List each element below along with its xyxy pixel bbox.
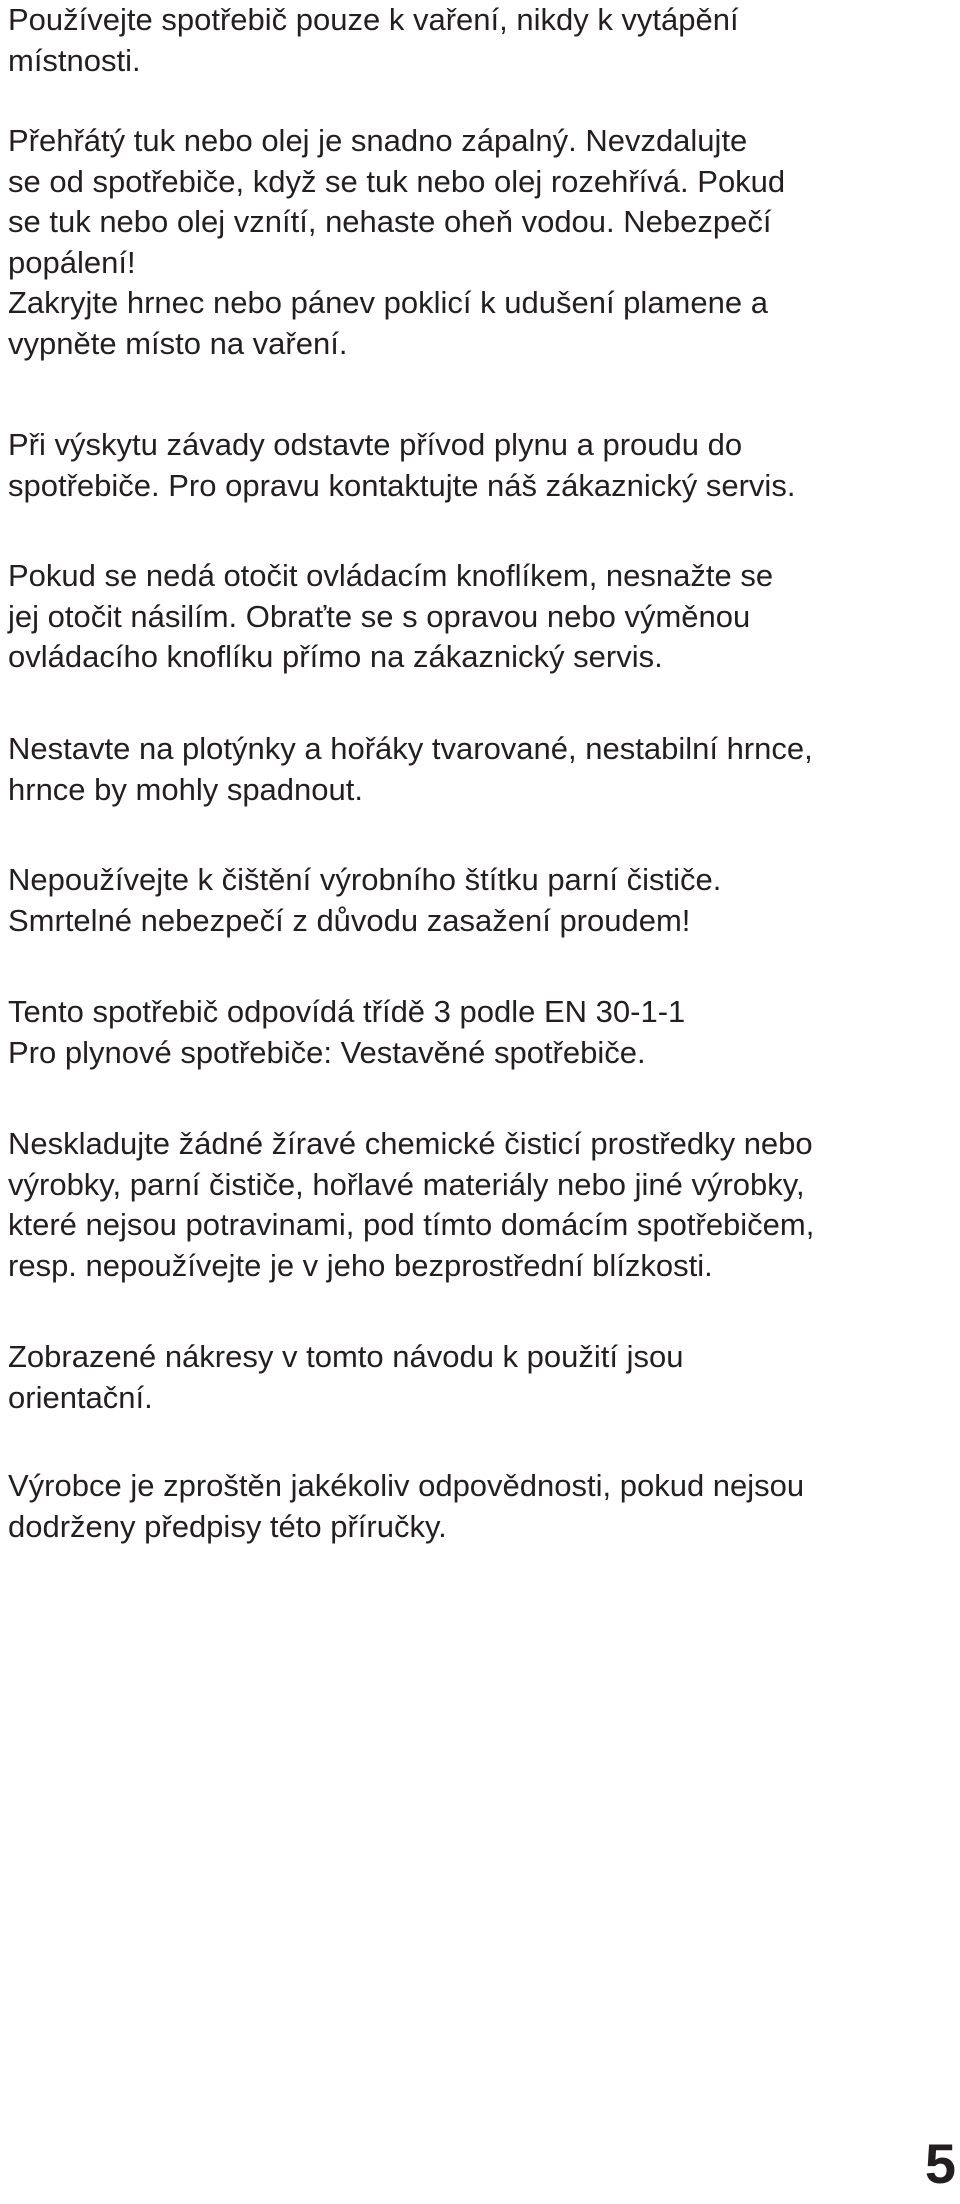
text-line: vypněte místo na vaření. xyxy=(8,325,348,361)
text-line: orientační. xyxy=(8,1379,153,1415)
text-line: hrnce by mohly spadnout. xyxy=(8,771,363,807)
text-line: Při výskytu závady odstavte přívod plynu a proudu do xyxy=(8,427,743,462)
paragraph-storage-warning xyxy=(8,1124,814,1286)
text-line: Výrobce je zproštěn jakékoliv odpovědnosti, pokud nejsou xyxy=(8,1468,805,1503)
text-line: výrobky, parní čističe, hořlavé materiály nebo jiné výrobky, xyxy=(8,1166,805,1202)
text-line: Přehřátý tuk nebo olej je snadno zápalný. Nevzdalujte xyxy=(8,123,748,158)
text-line: ovládacího knoflíku přímo na zákaznický servis. xyxy=(8,639,663,674)
text-line: se tuk nebo olej vznítí, nehaste oheň vodou. Nebezpečí xyxy=(8,204,772,239)
paragraph-heating-warning xyxy=(8,0,739,81)
text-line: se od spotřebiče, když se tuk nebo olej rozehřívá. Pokud xyxy=(8,163,786,199)
text-line: spotřebiče. Pro opravu kontaktujte náš zákaznický servis. xyxy=(8,467,796,503)
text-line: Pro plynové spotřebiče: Vestavěné spotřebiče. xyxy=(8,1034,646,1070)
paragraph-illustrations-note xyxy=(8,1337,683,1418)
text-line: popálení! xyxy=(8,244,136,280)
text-line: Tento spotřebič odpovídá třídě 3 podle EN 30-1-1 xyxy=(8,994,686,1029)
paragraph-knob-warning xyxy=(8,556,773,678)
text-line: Pokud se nedá otočit ovládacím knoflíkem, nesnažte se xyxy=(8,558,774,593)
text-line: Používejte spotřebič pouze k vaření, nikdy k vytápění xyxy=(8,2,739,37)
text-line: Zobrazené nákresy v tomto návodu k použití jsou xyxy=(8,1339,684,1374)
text-line: které nejsou potravinami, pod tímto domácím spotřebičem, xyxy=(8,1207,815,1242)
text-line: Neskladujte žádné žíravé chemické čisticí prostředky nebo xyxy=(8,1126,813,1161)
paragraph-steam-cleaner-warning xyxy=(8,860,721,941)
text-line: dodrženy předpisy této příručky. xyxy=(8,1508,447,1544)
paragraph-pot-stability-warning xyxy=(8,729,813,810)
text-line: Smrtelné nebezpečí z důvodu zasažení proudem! xyxy=(8,902,691,938)
text-line: Nepoužívejte k čištění výrobního štítku parní čističe. xyxy=(8,862,722,897)
paragraph-appliance-class xyxy=(8,992,685,1073)
text-line: Nestavte na plotýnky a hořáky tvarované, nestabilní hrnce, xyxy=(8,731,813,766)
text-line: místnosti. xyxy=(8,42,141,78)
paragraph-liability-note xyxy=(8,1466,804,1547)
text-line: resp. nepoužívejte je v jeho bezprostřední blízkosti. xyxy=(8,1247,713,1283)
text-line: Zakryjte hrnec nebo pánev poklicí k udušení plamene a xyxy=(8,285,768,320)
paragraph-oil-fire-warning xyxy=(8,121,785,364)
text-line: jej otočit násilím. Obraťte se s opravou nebo výměnou xyxy=(8,598,751,634)
paragraph-fault-warning xyxy=(8,425,795,506)
page-number: 5 xyxy=(924,2132,956,2195)
